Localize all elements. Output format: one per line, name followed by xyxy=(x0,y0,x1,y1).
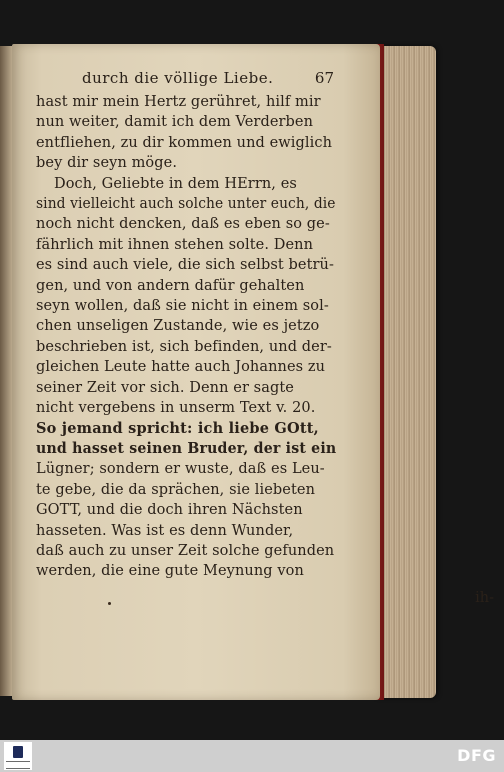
previous-page-edge xyxy=(0,46,12,696)
text-line: nicht vergebens in unserm Text v. 20. xyxy=(36,400,316,417)
text-line: chen unseligen Zustande, wie es jetzo xyxy=(36,318,320,335)
text-line: te gebe, die da sprächen, sie liebeten xyxy=(36,481,316,498)
text-line: seyn wollen, daß sie nicht in einem sol- xyxy=(36,298,329,315)
dfg-logo[interactable]: DFG xyxy=(457,746,496,765)
text-line: So jemand spricht: ich liebe GOtt, xyxy=(36,419,319,437)
library-logo-icon[interactable] xyxy=(4,742,32,770)
library-logo-mark xyxy=(13,746,23,758)
text-line: Lügner; sondern er wuste, daß es Leu- xyxy=(36,461,325,478)
text-line: noch nicht dencken, daß es eben so ge- xyxy=(36,216,330,233)
text-line: fährlich mit ihnen stehen solte. Denn xyxy=(36,236,314,253)
ink-dot xyxy=(108,602,111,605)
page-number: 67 xyxy=(314,69,334,87)
text-line: entfliehen, zu dir kommen und ewiglich xyxy=(36,134,333,151)
text-line: es sind auch viele, die sich selbst betrü- xyxy=(36,257,334,274)
text-line: hast mir mein Hertz gerühret, hilf mir xyxy=(36,94,321,110)
text-line: sind vielleicht auch solche unter euch, die xyxy=(36,196,336,213)
text-line: hasseten. Was ist es denn Wunder, xyxy=(36,522,294,539)
text-line: nun weiter, damit ich dem Verderben xyxy=(36,114,314,131)
text-line: werden, die eine gute Meynung von xyxy=(36,563,304,580)
text-line: beschrieben ist, sich befinden, und der- xyxy=(36,338,332,355)
running-title: durch die völlige Liebe. xyxy=(82,69,274,87)
viewer-footer-bar xyxy=(0,740,504,772)
text-lines xyxy=(36,92,336,582)
text-line: seiner Zeit vor sich. Denn er sagte xyxy=(36,379,294,396)
text-line: Doch, Geliebte in dem HErrn, es xyxy=(54,175,297,192)
text-line: und hasset seinen Bruder, der ist ein xyxy=(36,439,337,457)
text-line: gleichen Leute hatte auch Johannes zu xyxy=(36,359,326,376)
library-logo-lines xyxy=(6,761,30,769)
page-text xyxy=(36,68,336,582)
text-line: daß auch zu unser Zeit solche gefunden xyxy=(36,542,335,559)
catchword: ih- xyxy=(475,590,494,606)
book-page-edges xyxy=(376,46,436,698)
page-header xyxy=(36,68,336,90)
text-line: bey dir seyn möge. xyxy=(36,155,178,172)
text-line: GOTT, und die doch ihren Nächsten xyxy=(36,502,303,519)
text-line: gen, und von andern dafür gehalten xyxy=(36,277,305,294)
